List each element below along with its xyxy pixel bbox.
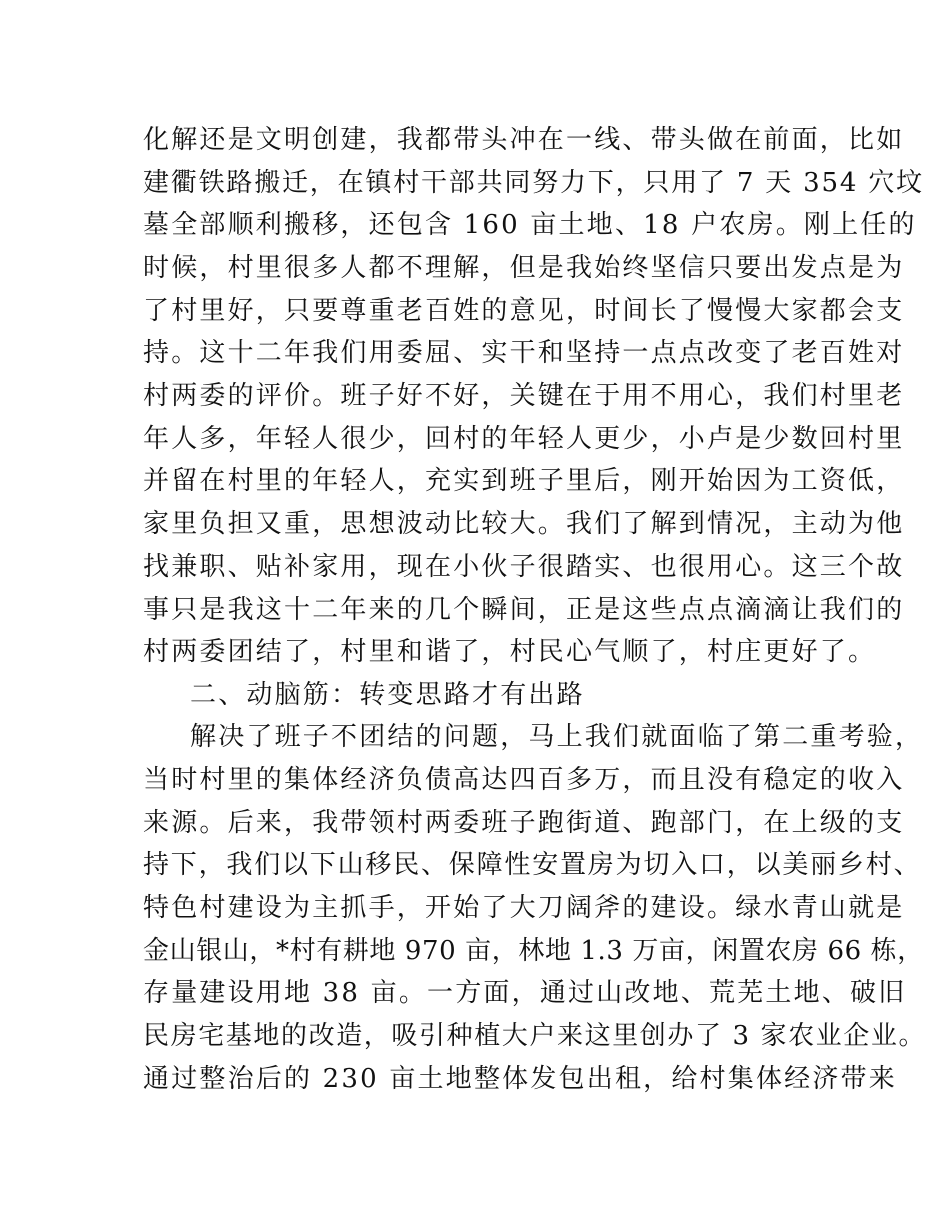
body-text-line: 特色村建设为主抓手，开始了大刀阔斧的建设。绿水青山就是 <box>143 893 905 923</box>
body-text-line: 年人多，年轻人很少，回村的年轻人更少，小卢是少数回村里 <box>143 424 905 454</box>
body-text-line: 村两委的评价。班子好不好，关键在于用不用心，我们村里老 <box>143 381 905 411</box>
body-text-line: 家里负担又重，思想波动比较大。我们了解到情况，主动为他 <box>143 509 905 539</box>
body-text-line: 金山银山，*村有耕地 970 亩，林地 1.3 万亩，闲置农房 66 栋， <box>143 936 924 966</box>
body-text-line: 建衢铁路搬迁，在镇村干部共同努力下，只用了 7 天 354 穴坟 <box>143 168 924 198</box>
body-text-line: 并留在村里的年轻人，充实到班子里后，刚开始因为工资低， <box>143 466 905 496</box>
body-text-line: 民房宅基地的改造，吸引种植大户来这里创办了 3 家农业企业。 <box>143 1021 927 1051</box>
body-text-line: 存量建设用地 38 亩。一方面，通过山改地、荒芜土地、破旧 <box>143 978 907 1008</box>
body-text-line: 通过整治后的 230 亩土地整体发包出租，给村集体经济带来 <box>143 1064 897 1094</box>
body-text-line: 找兼职、贴补家用，现在小伙子很踏实、也很用心。这三个故 <box>143 552 905 582</box>
body-text-line: 来源。后来，我带领村两委班子跑街道、跑部门，在上级的支 <box>143 808 905 838</box>
body-text-line: 墓全部顺利搬移，还包含 160 亩土地、18 户农房。刚上任的 <box>143 210 917 240</box>
body-text-line: 解决了班子不团结的问题，马上我们就面临了第二重考验， <box>190 722 924 752</box>
section-heading: 二、动脑筋：转变思路才有出路 <box>190 680 585 710</box>
body-text-line: 持下，我们以下山移民、保障性安置房为切入口，以美丽乡村、 <box>143 850 922 880</box>
body-text-line: 持。这十二年我们用委屈、实干和坚持一点点改变了老百姓对 <box>143 338 905 368</box>
body-text-line: 了村里好，只要尊重老百姓的意见，时间长了慢慢大家都会支 <box>143 296 905 326</box>
body-text-line: 事只是我这十二年来的几个瞬间，正是这些点点滴滴让我们的 <box>143 595 905 625</box>
body-text-line: 时候，村里很多人都不理解，但是我始终坚信只要出发点是为 <box>143 253 905 283</box>
body-text-line: 村两委团结了，村里和谐了，村民心气顺了，村庄更好了。 <box>143 637 877 667</box>
body-text-line: 化解还是文明创建，我都带头冲在一线、带头做在前面，比如 <box>143 125 905 155</box>
body-text-line: 当时村里的集体经济负债高达四百多万，而且没有稳定的收入 <box>143 765 905 795</box>
